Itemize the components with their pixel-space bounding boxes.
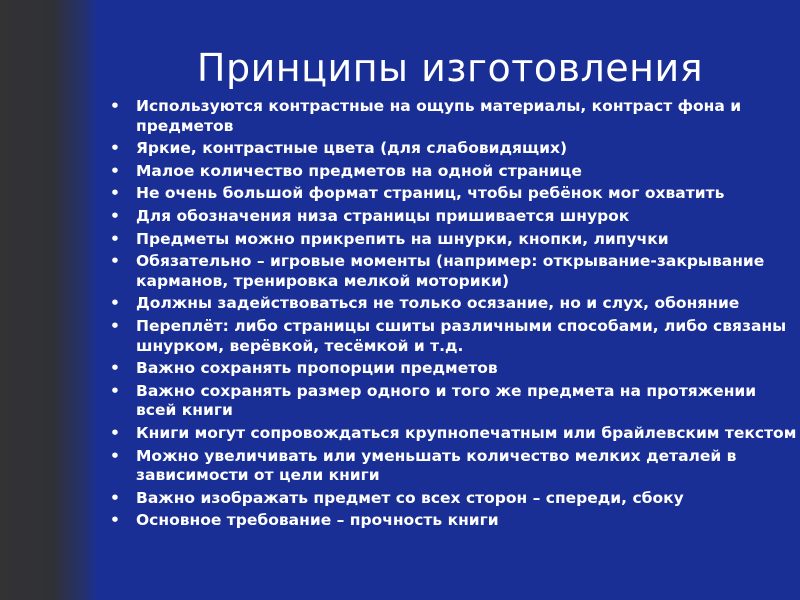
list-item: • Важно изображать предмет со всех сторон – спереди, сбоку	[110, 489, 798, 509]
list-item: • Предметы можно прикрепить на шнурки, кнопки, липучки	[110, 230, 798, 250]
list-item: • Не очень большой формат страниц, чтобы ребёнок мог охватить	[110, 184, 798, 204]
list-item: • Малое количество предметов на одной странице	[110, 162, 798, 182]
list-item: • Основное требование – прочность книги	[110, 511, 798, 531]
list-item: • Важно сохранять размер одного и того же предмета на протяжении всей книги	[110, 382, 798, 421]
list-item: • Обязательно – игровые моменты (например: открывание-закрывание карманов, тренировка мелкой моторики)	[110, 252, 798, 291]
list-item: • Переплёт: либо страницы сшиты различными способами, либо связаны шнурком, верёвкой, тесёмкой и т.д.	[110, 317, 798, 356]
list-item: • Должны задействоваться не только осязание, но и слух, обоняние	[110, 294, 798, 314]
list-item: • Книги могут сопровождаться крупнопечатным или брайлевским текстом	[110, 424, 798, 444]
list-item: • Для обозначения низа страницы пришивается шнурок	[110, 207, 798, 227]
list-item: • Важно сохранять пропорции предметов	[110, 359, 798, 379]
slide-title: Принципы изготовления	[196, 46, 704, 90]
side-bar-decoration	[0, 0, 97, 600]
bullet-list	[110, 97, 798, 534]
list-item: • Можно увеличивать или уменьшать количество мелких деталей в зависимости от цели книги	[110, 447, 798, 486]
list-item: • Используются контрастные на ощупь материалы, контраст фона и предметов	[110, 97, 798, 136]
list-item: • Яркие, контрастные цвета (для слабовидящих)	[110, 139, 798, 159]
